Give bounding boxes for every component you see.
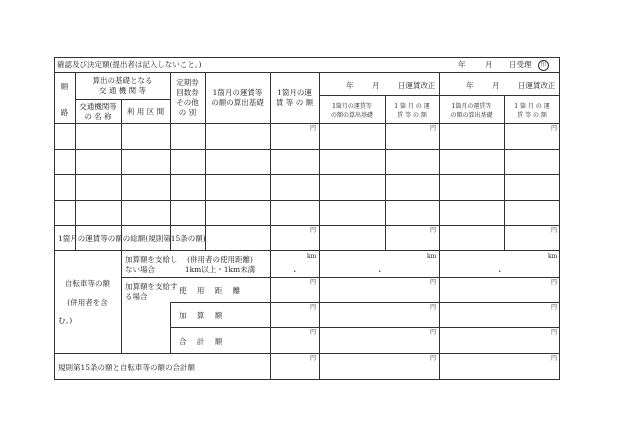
rev1-amount-line2: 賃 等 の 額 <box>397 112 427 119</box>
yen-unit: 円 <box>551 304 558 311</box>
rev2-basis-line2: の額の算出基礎 <box>450 112 493 119</box>
yen-unit: 円 <box>430 304 437 311</box>
km-unit: km <box>548 253 558 260</box>
yen-unit: 円 <box>551 227 558 234</box>
col-calc-basis-line1: 1箇月の運賃等 <box>212 88 263 97</box>
decimal-dot: ・ <box>291 267 299 276</box>
yen-unit: 円 <box>310 227 317 234</box>
rev1-basis-line2: の額の算出基礎 <box>330 112 373 119</box>
no-add-label-line1: 加算額を支給し <box>125 255 178 264</box>
col-section: 利 用 区 間 <box>126 107 165 116</box>
yen-unit: 円 <box>310 125 317 132</box>
rev2-amount-line2: 賃 等 の 額 <box>517 112 547 119</box>
use-distance-label: 使 用 距 離 <box>179 286 245 295</box>
decimal-dot: ・ <box>376 267 384 276</box>
col-teiki-line4: の 別 <box>178 108 197 117</box>
col-basis-line2: 交 通 機 関 等 <box>98 86 147 95</box>
total-row-label: 1箇月の運賃等の額の総額(規則第15条の額) <box>58 234 206 243</box>
col-transport-name-line2: の 名 称 <box>84 112 112 121</box>
yen-unit: 円 <box>430 227 437 234</box>
rev1-year: 年 <box>346 81 354 90</box>
col-amount-line1: 1箇月の運 <box>277 88 312 97</box>
yen-unit: 円 <box>430 329 437 336</box>
yen-unit: 円 <box>310 304 317 311</box>
col-ro: 路 <box>60 108 69 117</box>
yen-unit: 円 <box>310 279 317 286</box>
rev2-day: 日運賃改正 <box>518 81 556 90</box>
bicycle-label-line2: (併用者を含 <box>67 298 108 307</box>
yen-unit: 円 <box>310 329 317 336</box>
rev2-year: 年 <box>466 81 474 90</box>
header-day-received: 日受理 <box>509 60 532 69</box>
col-jun: 順 <box>60 82 69 91</box>
grand-total-label: 規則第15条の額と自転車等の額の合計額 <box>58 363 196 372</box>
form-header-title: 確認及び決定額(提出者は記入しないこと。) <box>57 60 202 69</box>
col-teiki-line1: 定期券 <box>176 78 199 87</box>
rev1-month: 月 <box>372 81 380 90</box>
col-basis-line1: 算出の基礎となる <box>92 76 153 85</box>
yen-unit: 円 <box>551 125 558 132</box>
yen-unit: 円 <box>551 355 558 362</box>
yen-unit: 円 <box>551 329 558 336</box>
header-year: 年 <box>458 60 466 69</box>
col-amount-line2: 賃 等 の 額 <box>275 98 314 107</box>
yen-unit: 円 <box>310 355 317 362</box>
add-label-line2: る場合 <box>125 292 148 301</box>
col-teiki-line3: その他 <box>176 98 199 107</box>
yen-unit: 円 <box>430 125 437 132</box>
rev2-amount-line1: 1 箇 月 の 運 <box>514 103 550 110</box>
sum-label: 合 計 額 <box>179 337 227 346</box>
col-calc-basis-line2: の額の算出基礎 <box>211 98 264 107</box>
add-label-line1: 加算額を支給す <box>125 282 178 291</box>
add-amount-label: 加 算 額 <box>179 311 227 320</box>
decimal-dot: ・ <box>496 267 504 276</box>
yen-unit: 円 <box>551 279 558 286</box>
rev2-basis-line1: 1箇月の運賃等 <box>451 103 492 110</box>
col-transport-name-line1: 交通機関等 <box>79 102 117 111</box>
no-add-label-line2: ない場合 <box>125 265 155 274</box>
seal-icon: 印 <box>538 60 549 71</box>
rev1-amount-line1: 1 箇 月 の 運 <box>394 103 430 110</box>
distance-label-line2: 1km以上・1km未満 <box>184 265 256 274</box>
col-teiki-line2: 回数券 <box>176 88 199 97</box>
km-unit: km <box>307 253 317 260</box>
rev2-month: 月 <box>492 81 500 90</box>
yen-unit: 円 <box>430 355 437 362</box>
km-unit: km <box>427 253 437 260</box>
header-month: 月 <box>485 60 493 69</box>
distance-label-line1: (併用者の使用距離) <box>187 255 253 264</box>
yen-unit: 円 <box>430 279 437 286</box>
rev1-day: 日運賃改正 <box>398 81 436 90</box>
fare-confirmation-form <box>54 57 560 379</box>
rev1-basis-line1: 1箇月の運賃等 <box>332 103 372 110</box>
bicycle-label-line1: 自転車等の額 <box>65 279 110 288</box>
bicycle-label-line3: む。) <box>58 316 73 325</box>
